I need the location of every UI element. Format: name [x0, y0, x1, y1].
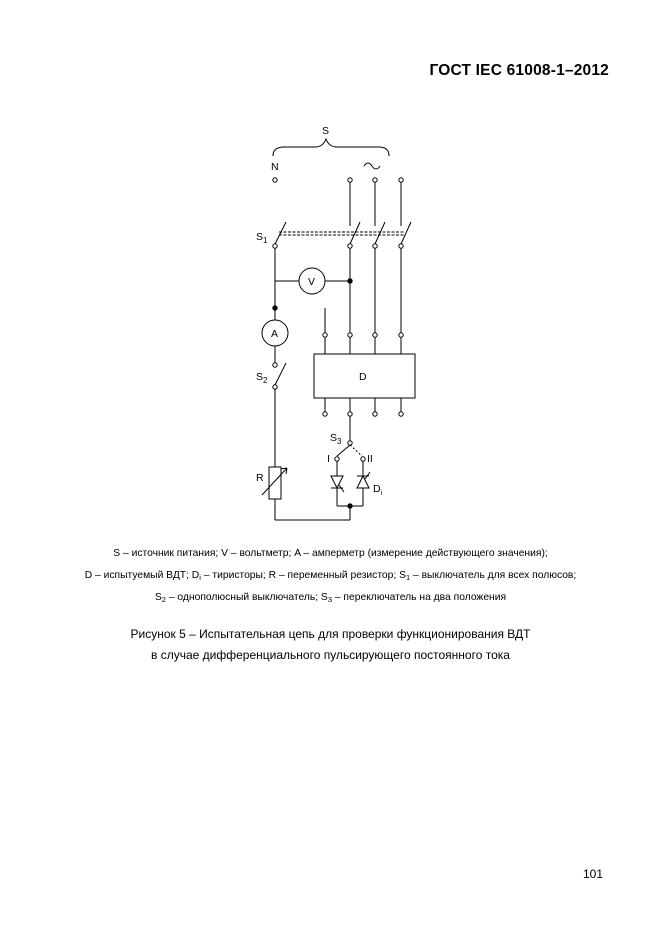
thyristor-2	[357, 476, 369, 488]
label-s: S	[322, 125, 330, 137]
s3-blade	[337, 445, 350, 456]
label-d: D	[359, 371, 367, 383]
label-n: N	[271, 161, 279, 173]
standard-header: ГОСТ IEC 61008-1–2012	[429, 62, 609, 79]
thyristor-1	[331, 476, 343, 488]
legend-line-2: D – испытуемый ВДТ; $D_i$ – тиристоры; R – переменный резистор; $S_1$ – выключатель для всех полюсов;	[84, 570, 577, 582]
label-s1: $S_1$	[256, 231, 268, 245]
label-r: R	[256, 472, 264, 484]
figure-caption-line-1: Рисунок 5 – Испытательная цепь для проверки функционирования ВДТ	[130, 627, 531, 641]
label-di: $D_i$	[373, 483, 383, 497]
label-position-i: I	[327, 453, 330, 465]
s1-blade-n	[275, 222, 286, 244]
figure-caption-line-2: в случае дифференциального пульсирующего постоянного тока	[151, 648, 510, 662]
label-s2: $S_2$	[256, 371, 268, 385]
label-v: V	[308, 276, 316, 288]
page-number: 101	[583, 867, 604, 881]
variable-resistor	[269, 467, 281, 499]
label-a: A	[271, 328, 279, 340]
supply-brace	[273, 139, 389, 156]
label-position-ii: II	[367, 453, 373, 465]
legend-line-1: S – источник питания; V – вольтметр; A – амперметр (измерение действующего значения);	[113, 548, 548, 559]
ac-tilde	[364, 163, 380, 169]
legend-line-3: $S_2$ – однополюсный выключатель; $S_3$ – переключатель на два положения	[154, 592, 507, 604]
label-s3: $S_3$	[330, 432, 342, 446]
